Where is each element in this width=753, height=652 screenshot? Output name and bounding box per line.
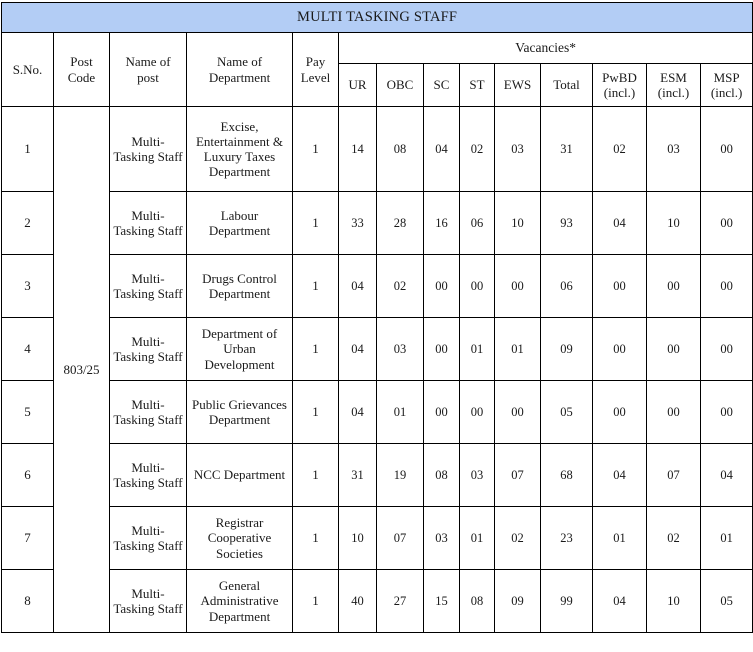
cell-ews: 00	[495, 381, 541, 444]
cell-total: 99	[541, 570, 593, 633]
pay-level-header-line1: Pay	[305, 54, 326, 70]
cell-pay-level: 1	[293, 381, 339, 444]
cell-post: Multi-Tasking Staff	[110, 107, 187, 192]
column-header-sc: SC	[424, 64, 460, 107]
cell-sc: 08	[424, 444, 460, 507]
name-of-dept-header-line1: Name of	[216, 54, 263, 70]
cell-department: NCC Department	[187, 444, 293, 507]
cell-ews: 00	[495, 255, 541, 318]
cell-pwbd: 02	[593, 107, 647, 192]
cell-ur: 10	[339, 507, 377, 570]
cell-department: Excise, Entertainment & Luxury Taxes Department	[187, 107, 293, 192]
cell-pwbd: 00	[593, 381, 647, 444]
table-header	[2, 3, 753, 107]
cell-ews: 01	[495, 318, 541, 381]
cell-pay-level: 1	[293, 192, 339, 255]
cell-post-code: 803/25	[54, 107, 110, 633]
cell-pay-level: 1	[293, 507, 339, 570]
cell-esm: 00	[647, 381, 701, 444]
cell-sno: 6	[2, 444, 54, 507]
cell-st: 03	[460, 444, 495, 507]
cell-sc: 00	[424, 255, 460, 318]
page-root	[0, 2, 753, 652]
cell-post: Multi-Tasking Staff	[110, 192, 187, 255]
cell-st: 00	[460, 255, 495, 318]
column-header-post-code	[54, 33, 110, 107]
cell-ews: 09	[495, 570, 541, 633]
cell-post: Multi-Tasking Staff	[110, 318, 187, 381]
cell-sno: 4	[2, 318, 54, 381]
cell-st: 08	[460, 570, 495, 633]
name-of-post-header-line2: post	[137, 69, 159, 85]
msp-header-line2: (incl.)	[710, 85, 743, 100]
cell-esm: 10	[647, 570, 701, 633]
cell-esm: 10	[647, 192, 701, 255]
cell-department: Drugs Control Department	[187, 255, 293, 318]
cell-pwbd: 00	[593, 255, 647, 318]
cell-sno: 2	[2, 192, 54, 255]
cell-msp: 00	[701, 381, 753, 444]
table-row	[2, 444, 753, 507]
cell-msp: 00	[701, 192, 753, 255]
cell-ur: 04	[339, 318, 377, 381]
cell-st: 02	[460, 107, 495, 192]
cell-ur: 33	[339, 192, 377, 255]
cell-ews: 02	[495, 507, 541, 570]
cell-pwbd: 04	[593, 570, 647, 633]
cell-sc: 00	[424, 381, 460, 444]
cell-department: General Administrative Department	[187, 570, 293, 633]
name-of-dept-header-line2: Department	[208, 69, 271, 85]
column-header-esm	[647, 64, 701, 107]
cell-sno: 8	[2, 570, 54, 633]
cell-sc: 03	[424, 507, 460, 570]
column-header-ur: UR	[339, 64, 377, 107]
cell-msp: 04	[701, 444, 753, 507]
table-row	[2, 381, 753, 444]
cell-sno: 5	[2, 381, 54, 444]
column-header-name-of-department	[187, 33, 293, 107]
cell-st: 00	[460, 381, 495, 444]
column-header-msp	[701, 64, 753, 107]
cell-ur: 40	[339, 570, 377, 633]
cell-obc: 19	[377, 444, 424, 507]
cell-pwbd: 04	[593, 444, 647, 507]
cell-esm: 03	[647, 107, 701, 192]
cell-esm: 07	[647, 444, 701, 507]
cell-st: 06	[460, 192, 495, 255]
cell-sno: 1	[2, 107, 54, 192]
table-row	[2, 570, 753, 633]
cell-ur: 31	[339, 444, 377, 507]
esm-header-line2: (incl.)	[657, 85, 690, 100]
header-row-1	[2, 33, 753, 64]
cell-pwbd: 00	[593, 318, 647, 381]
post-code-header-line2: Code	[67, 69, 96, 85]
table-row	[2, 507, 753, 570]
banner-row	[2, 3, 753, 33]
esm-header-line1: ESM	[660, 69, 687, 85]
cell-sc: 00	[424, 318, 460, 381]
cell-total: 31	[541, 107, 593, 192]
cell-pay-level: 1	[293, 444, 339, 507]
cell-pay-level: 1	[293, 318, 339, 381]
column-header-name-of-post	[110, 33, 187, 107]
column-header-sno: S.No.	[2, 33, 54, 107]
cell-st: 01	[460, 318, 495, 381]
pay-level-header-line2: Level	[300, 69, 331, 85]
table-title-banner: MULTI TASKING STAFF	[2, 3, 753, 33]
cell-post: Multi-Tasking Staff	[110, 444, 187, 507]
cell-total: 06	[541, 255, 593, 318]
cell-total: 93	[541, 192, 593, 255]
top-clipped-text	[0, 2, 753, 4]
cell-department: Labour Department	[187, 192, 293, 255]
cell-pay-level: 1	[293, 107, 339, 192]
cell-total: 09	[541, 318, 593, 381]
cell-ews: 07	[495, 444, 541, 507]
cell-msp: 00	[701, 318, 753, 381]
column-group-header-vacancies: Vacancies*	[339, 33, 753, 64]
cell-msp: 01	[701, 507, 753, 570]
cell-st: 01	[460, 507, 495, 570]
table-row	[2, 255, 753, 318]
cell-total: 23	[541, 507, 593, 570]
table-row	[2, 107, 753, 192]
cell-sno: 7	[2, 507, 54, 570]
column-header-pwbd	[593, 64, 647, 107]
cell-ews: 03	[495, 107, 541, 192]
cell-post: Multi-Tasking Staff	[110, 381, 187, 444]
cell-ews: 10	[495, 192, 541, 255]
cell-department: Department of Urban Development	[187, 318, 293, 381]
pwbd-header-line1: PwBD	[602, 69, 637, 85]
column-header-obc: OBC	[377, 64, 424, 107]
pwbd-header-line2: (incl.)	[603, 85, 636, 100]
column-header-st: ST	[460, 64, 495, 107]
cell-sno: 3	[2, 255, 54, 318]
cell-pay-level: 1	[293, 570, 339, 633]
cell-esm: 00	[647, 318, 701, 381]
cell-esm: 00	[647, 255, 701, 318]
table-row	[2, 318, 753, 381]
post-code-header-line1: Post	[70, 54, 93, 70]
name-of-post-header-line1: Name of	[125, 54, 171, 70]
cell-obc: 03	[377, 318, 424, 381]
cell-post: Multi-Tasking Staff	[110, 570, 187, 633]
cell-msp: 00	[701, 255, 753, 318]
cell-obc: 02	[377, 255, 424, 318]
cell-pay-level: 1	[293, 255, 339, 318]
cell-obc: 07	[377, 507, 424, 570]
column-header-total: Total	[541, 64, 593, 107]
cell-ur: 04	[339, 381, 377, 444]
cell-obc: 28	[377, 192, 424, 255]
cell-msp: 05	[701, 570, 753, 633]
cell-pwbd: 04	[593, 192, 647, 255]
cell-obc: 27	[377, 570, 424, 633]
cell-sc: 04	[424, 107, 460, 192]
cell-department: Registrar Cooperative Societies	[187, 507, 293, 570]
cell-total: 68	[541, 444, 593, 507]
cell-ur: 14	[339, 107, 377, 192]
vacancy-table	[1, 2, 753, 633]
cell-post: Multi-Tasking Staff	[110, 507, 187, 570]
cell-post: Multi-Tasking Staff	[110, 255, 187, 318]
column-header-pay-level	[293, 33, 339, 107]
cell-sc: 15	[424, 570, 460, 633]
cell-msp: 00	[701, 107, 753, 192]
cell-department: Public Grievances Department	[187, 381, 293, 444]
table-row	[2, 192, 753, 255]
table-body	[2, 107, 753, 633]
cell-pwbd: 01	[593, 507, 647, 570]
cell-obc: 01	[377, 381, 424, 444]
cell-sc: 16	[424, 192, 460, 255]
column-header-ews: EWS	[495, 64, 541, 107]
msp-header-line1: MSP	[713, 69, 740, 85]
cell-obc: 08	[377, 107, 424, 192]
cell-esm: 02	[647, 507, 701, 570]
cell-total: 05	[541, 381, 593, 444]
cell-ur: 04	[339, 255, 377, 318]
